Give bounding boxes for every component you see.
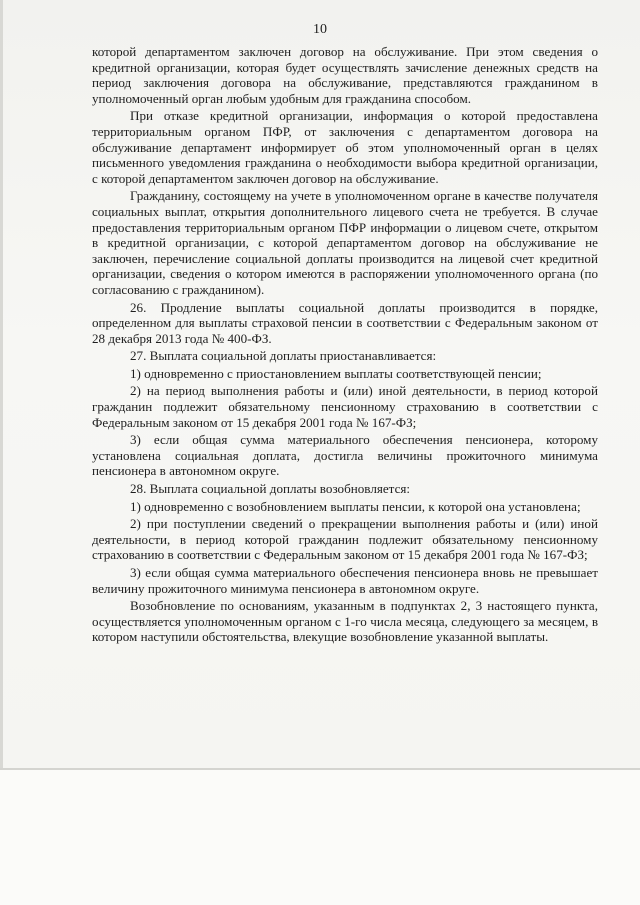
sheet-bottom-edge [0, 768, 640, 770]
clause-28-item-1: 1) одновременно с возобновлением выплаты пенсии, к которой она установлена; [130, 498, 581, 514]
paragraph-continuation: которой департаментом заключен договор на обслуживание. При этом сведения о кредитной организации, которая будет осуществлять зачисление денежных средств на период заключения договора на обслуживание, представляются гражданином в уполномоченный орган любым удобным для гражданина способом. [92, 44, 598, 106]
clause-27-heading: 27. Выплата социальной доплаты приостанавливается: [130, 348, 437, 364]
clause-28-item-3: 3) если общая сумма материального обеспечения пенсионера вновь не превышает величину прожиточного минимума пенсионера в автономном округе. [92, 565, 598, 596]
clause-26: 26. Продление выплаты социальной доплаты производится в порядке, определенном для выплаты страховой пенсии в соответствии с Федеральным законом от 28 декабря 2013 года № 400-ФЗ. [92, 299, 598, 346]
clause-28-heading: 28. Выплата социальной доплаты возобновляется: [130, 481, 411, 497]
sheet-left-edge [0, 0, 3, 770]
paragraph-registered-citizen: Гражданину, состоящему на учете в уполномоченном органе в качестве получателя социальных выплат, открытия дополнительного лицевого счета не требуется. В случае предоставления территориальным органом ПФР информации о лицевом счете, открытом в кредитной организации, с которой департаментом договор на обслуживание не заключен, перечисление социальной доплаты производится на лицевой счет кредитной организации, сведения о котором имеются в распоряжении уполномоченного органа (по согласованию с гражданином). [92, 188, 598, 297]
document-body [92, 44, 598, 647]
paragraph-refusal-of-credit-org: При отказе кредитной организации, информация о которой предоставлена территориальным органом ПФР, от заключения с департаментом договора на обслуживание департамент информирует об этом уполномоченный орган в целях письменного уведомления гражданина о необходимости выбора кредитной организации, с которой департаментом заключен договор на обслуживание. [92, 108, 598, 186]
paragraph-resumption: Возобновление по основаниям, указанным в подпунктах 2, 3 настоящего пункта, осуществляется уполномоченным органом с 1-го числа месяца, следующего за месяцем, в котором наступили обстоятельства, влекущие возобновление указанной выплаты. [92, 598, 598, 645]
clause-28-item-2: 2) при поступлении сведений о прекращении выполнения работы и (или) иной деятельности, в период которой гражданин подлежит обязательному пенсионному страхованию в соответствии с Федеральным законом от 15 декабря 2001 года № 167-ФЗ; [92, 516, 598, 563]
page-number: 10 [313, 22, 327, 37]
clause-27-item-1: 1) одновременно с приостановлением выплаты соответствующей пенсии; [130, 365, 542, 381]
clause-27-item-2: 2) на период выполнения работы и (или) иной деятельности, в период которой гражданин подлежит обязательному пенсионному страхованию в соответствии с Федеральным законом от 15 декабря 2001 года № 167-ФЗ; [92, 383, 598, 430]
clause-27-item-3: 3) если общая сумма материального обеспечения пенсионера, которому установлена социальная доплата, достигла величины прожиточного минимума пенсионера в автономном округе. [92, 432, 598, 479]
